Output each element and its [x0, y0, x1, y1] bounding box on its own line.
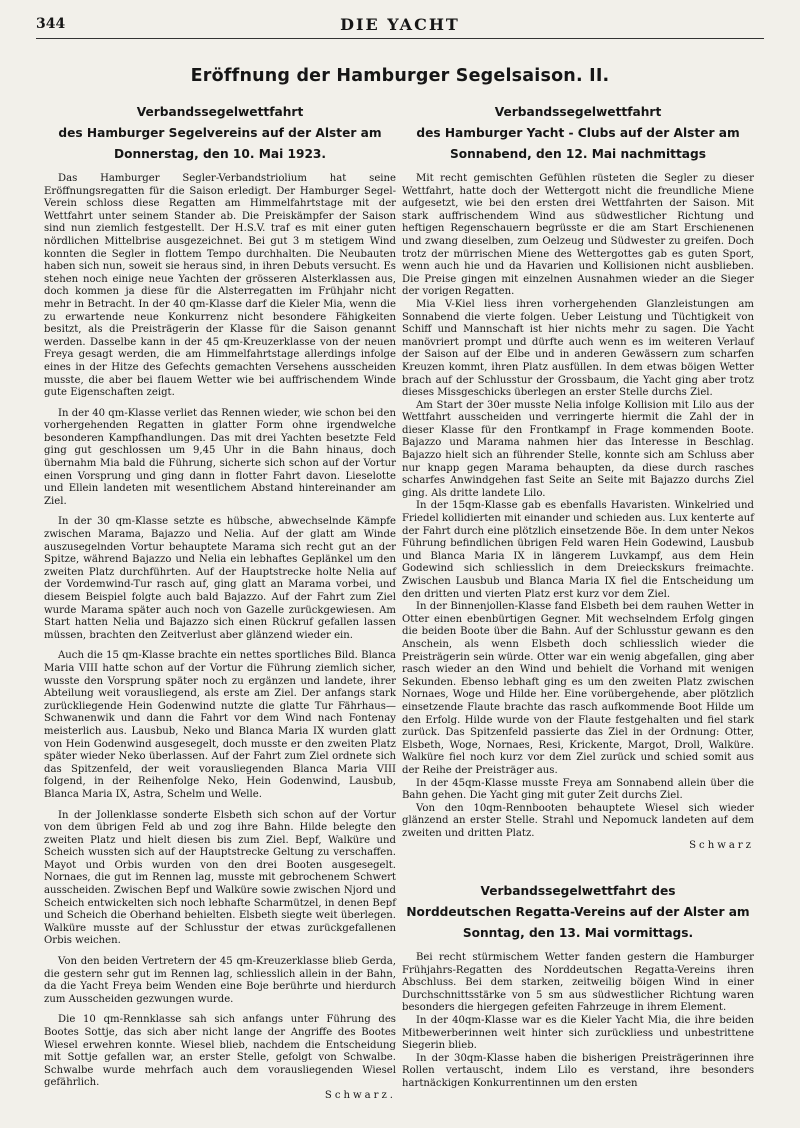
paragraph: Am Start der 30er musste Nelia infolge Kollision mit Lilo aus der Wettfahrt ausscheiden und verringerte hiermit die Zahl der in dieser Klasse für den Frontkampf in Frage kommenden Boote. Bajazzo und Marama nahmen hier das Interesse in Beschlag. Bajazzo hielt sich an führender Stelle, konnte sich am Schluss aber nur knapp gegen Marama behaupten, da diese durch rasches scharfes Anwindgehen fast Seite an Seite mit Bajazzo durchs Ziel ging. Als dritte landete Lilo. [402, 399, 754, 499]
paragraph: In der Binnenjollen-Klasse fand Elsbeth bei dem rauhen Wetter in Otter einen ebenbürtigen Gegner. Mit wechselndem Erfolg gingen die beiden Boote über die Bahn. Auf der Schlusstur gewann es den Anschein, als wenn Elsbeth doch schliesslich wieder die Preisträgerin sein würde. Otter war ein wenig abgefallen, ging aber rasch wieder an den Wind und behielt die Vorhand mit wenigen Sekunden. Ebenso lebhaft ging es um den zweiten Platz zwischen Nornaes, Woge und Hilde her. Eine vorübergehende, aber plötzlich einsetzende Flaute brachte das rasch aufkommende Boot Hilde um den Erfolg. Hilde wurde von der Flaute festgehalten und fiel stark zurück. Das Spitzenfeld passierte das Ziel in der Ordnung: Otter, Elsbeth, Woge, Nornaes, Resi, Krickente, Margot, Droll, Walküre. Walküre fiel noch kurz vor dem Ziel zurück und schied somit aus der Reihe der Preisträger aus. [402, 601, 754, 776]
paragraph: Auch die 15 qm-Klasse brachte ein nettes sportliches Bild. Blanca Maria VIII hatte schon auf der Vortur die Führung ziemlich sicher, wusste den Vorsprung später noch zu ergänzen und landete, ihrer Abteilung weit vorausliegend, als erste am Ziel. Der anfangs stark zurückliegende Hein Godenwind nutzte die glatte Tur Fährhaus—Schwanenwik und dann die Fahrt vor dem Wind nach Fontenay meisterlich aus. Lausbub, Neko und Blanca Maria IX wurden glatt von Hein Godenwind ausgesegelt, doch musste er den zweiten Platz später wieder Neko überlassen. Auf der Fahrt zum Ziel ordnete sich das Spitzenfeld, der weit vorausliegenden Blanca Maria VIII folgend, in der Reihenfolge Neko, Hein Godenwind, Lausbub, Blanca Maria IX, Astra, Schelm und Welle. [44, 650, 396, 800]
journal-title: DIE YACHT [340, 15, 460, 34]
article-title: Eröffnung der Hamburger Segelsaison. II. [190, 66, 610, 86]
paragraph: In der 40qm-Klasse war es die Kieler Yacht Mia, die ihre beiden Mitbewerberinnen weit hinter sich zurückliess und unbestrittene Siegerin blieb. [402, 1015, 754, 1052]
section-spacer [402, 853, 754, 881]
heading-line: Sonntag, den 13. Mai vormittags. [462, 926, 694, 941]
author-signature: Schwarz. [324, 1089, 396, 1101]
section-heading-hyc [402, 102, 754, 165]
page-number: 344 [36, 16, 66, 32]
heading-line: Donnerstag, den 10. Mai 1923. [113, 147, 327, 161]
heading-line: Verbandssegelwettfahrt [136, 105, 304, 119]
paragraph: Die 10 qm-Rennklasse sah sich anfangs unter Führung des Bootes Sottje, das sich aber nicht lange der Angriffe des Bootes Wiesel erwehren konnte. Wiesel blieb, nachdem die Entscheidung mit Sottje gefallen war, an erster Stelle, gefolgt von Schwalbe. Schwalbe wurde mehrfach auch dem vorausliegenden Wiesel gefährlich. [44, 1014, 396, 1089]
section-heading-nrv [402, 881, 754, 944]
paragraph: Mit recht gemischten Gefühlen rüsteten die Segler zu dieser Wettfahrt, hatte doch der Wettergott nicht die freundliche Miene aufgesetzt, wie bei den ersten drei Wettfahrten der Saison. Mit stark auffrischendem Wind aus südwestlicher Richtung und heftigen Regenschauern begrüsste er die am Start Erschienenen und zwang dieselben, zum Oelzeug und Südwester zu greifen. Doch trotz der mürrischen Miene des Wettergottes gab es guten Sport, wenn auch hie und da Havarien und Kollisionen nicht ausblieben. Die Preise gingen mit einzelnen Ausnahmen wieder an die Sieger der vorigen Regatten. [402, 173, 754, 298]
paragraph: In der 30 qm-Klasse setzte es hübsche, abwechselnde Kämpfe zwischen Marama, Bajazzo und Nelia. Auf der glatt am Winde auszusegelnden Vortur behauptete Marama sich recht gut an der Spitze, während Bajazzo und Nelia ein lebhaftes Geplänkel um den zweiten Platz durchführten. Auf der Hauptstrecke holte Nelia auf der Vordemwind-Tur rasch auf, ging glatt an Marama vorbei, und diesem Beispiel folgte auch bald Bajazzo. Auf der Fahrt zum Ziel wurde Marama später auch noch von Gazelle zurückgewiesen. Am Start hatten Nelia und Bajazzo sich einen Rückruf gefallen lassen müssen, brachten den Zeitverlust aber glänzend wieder ein. [44, 516, 396, 641]
paragraph: Das Hamburger Segler-Verbandstriolium hat seine Eröffnungsregatten für die Saison erledigt. Der Hamburger Segel-Verein schloss diese Regatten am Himmelfahrtstage mit der Wettfahrt unter seinem Stander ab. Die Preiskämpfer der Saison sind nun ziemlich festgestellt. Der H.S.V. traf es mit einer guten nördlichen Mittelbrise ausgezeichnet. Bei gut 3 m stetigem Wind konnten die Segler in flottem Tempo durchhalten. Die Neubauten haben sich nun, soweit sie heraus sind, in ihren Debuts versucht. Es stehen noch einige neue Yachten der grösseren Alsterklassen aus, doch kommen ja diese für die Alsterregatten im Frühjahr nicht mehr in Betracht. In der 40 qm-Klasse darf die Kieler Mia, wenn die zu erwartende neue Konkurrenz nicht besondere Fähigkeiten besitzt, als die Preisträgerin der Klasse für die Saison genannt werden. Dasselbe kann in der 45 qm-Kreuzerklasse von der neuen Freya gesagt werden, die am Himmelfahrtstage allerdings infolge eines in der Hitze des Gefechts gemachten Versehens ausscheiden musste, die aber bei flauem Wetter wie bei auffrischendem Winde gute Eigenschaften zeigt. [44, 173, 396, 399]
header-rule [36, 38, 764, 39]
heading-line: Verbandssegelwettfahrt [494, 105, 662, 119]
heading-line: Sonnabend, den 12. Mai nachmittags [449, 147, 707, 161]
heading-line: des Hamburger Yacht - Clubs auf der Alster am [416, 126, 740, 140]
heading-line: Verbandssegelwettfahrt des [480, 884, 676, 899]
paragraph: Von den beiden Vertretern der 45 qm-Kreuzerklasse blieb Gerda, die gestern sehr gut im Rennen lag, schliesslich allein in der Bahn, da die Yacht Freya beim Wenden eine Boje berührte und hierdurch zum Ausscheiden gezwungen wurde. [44, 956, 396, 1005]
paragraph: In der 30qm-Klasse haben die bisherigen Preisträgerinnen ihre Rollen vertauscht, indem Lilo es verstand, ihre besonders hartnäckigen Konkurrentinnen um den ersten [402, 1052, 754, 1089]
paragraph: Mia V-Kiel liess ihren vorhergehenden Glanzleistungen am Sonnabend die vierte folgen. Ueber Leistung und Tüchtigkeit von Schiff und Mannschaft ist hier nichts mehr zu sagen. Die Yacht manövriert prompt und dürfte auch wenn es im weiteren Verlauf der Saison auf der Elbe und in anderen Gewässern zum scharfen Kreuzen kommt, ihren Platz ausfüllen. In dem etwas böigen Wetter brach auf der Schlusstur der Grossbaum, die Yacht ging aber trotz dieses Missgeschicks überlegen an erster Stelle durchs Ziel. [402, 298, 754, 399]
heading-line: Norddeutschen Regatta-Vereins auf der Alster am [406, 905, 750, 920]
left-column [44, 102, 396, 1103]
running-head [36, 16, 764, 36]
paragraph: In der Jollenklasse sonderte Elsbeth sich schon auf der Vortur von dem übrigen Feld ab und zog ihre Bahn. Hilde belegte den zweiten Platz und hielt diesen bis zum Ziel. Bepf, Walküre und Scheich wussten sich auf der Hauptstrecke Geltung zu verschaffen. Mayot und Orbis wurden von den drei Booten ausgesegelt. Nornaes, die gut im Rennen lag, musste mit gebrochenem Schwert ausscheiden. Zwischen Bepf und Walküre sowie zwischen Njord und Scheich entwickelten sich noch lebhafte Scharmützel, in denen Bepf und Scheich die Oberhand behielten. Elsbeth siegte weit überlegen. Walküre musste auf der Schlusstur der etwas zurückgefallenen Orbis weichen. [44, 809, 396, 947]
paragraph: In der 45qm-Klasse musste Freya am Sonnabend allein über die Bahn gehen. Die Yacht ging mit guter Zeit durchs Ziel. [402, 777, 754, 802]
paragraph: Von den 10qm-Rennbooten behauptete Wiesel sich wieder glänzend an erster Stelle. Strahl und Nepomuck landeten auf dem zweiten und dritten Platz. [402, 802, 754, 839]
paragraph: In der 40 qm-Klasse verliet das Rennen wieder, wie schon bei den vorhergehenden Regatten in glatter Form ohne irgendwelche besonderen Kampfhandlungen. Das mit drei Yachten besetzte Feld ging gut geschlossen um 9,45 Uhr in die Bahn hinaus, doch übernahm Mia bald die Führung, sicherte sich schon auf der Vortur einen Vorsprung und ging dann in flotter Fahrt davon. Lieselotte und Ellein landeten mit wesentlichem Abstand hintereinander am Ziel. [44, 407, 396, 507]
paragraph: In der 15qm-Klasse gab es ebenfalls Havaristen. Winkelried und Friedel kollidierten mit einander und schieden aus. Lux kenterte auf der Fahrt durch eine plötzlich einsetzende Böe. In dem unter Nekos Führung befindlichen übrigen Feld waren Hein Godewind, Lausbub und Blanca Maria IX in längerem Luvkampf, aus dem Hein Godewind sich schliesslich in dem Dreieckskurs freimachte. Zwischen Lausbub und Blanca Maria IX fiel die Entscheidung um den dritten und vierten Platz erst kurz vor dem Ziel. [402, 500, 754, 600]
right-column [402, 102, 754, 1091]
paragraph: Bei recht stürmischem Wetter fanden gestern die Hamburger Frühjahrs-Regatten des Norddeutschen Regatta-Vereins ihren Abschluss. Bei dem starken, zeitweilig böigen Wind in einer Durchschnittsstärke von 5 sm aus südwestlicher Richtung waren besonders die hiergegen gefeiten Fahrzeuge in ihrem Element. [402, 952, 754, 1014]
author-signature: Schwarz [689, 840, 754, 852]
section-heading-hsv [44, 102, 396, 165]
heading-line: des Hamburger Segelvereins auf der Alster am [58, 126, 382, 140]
